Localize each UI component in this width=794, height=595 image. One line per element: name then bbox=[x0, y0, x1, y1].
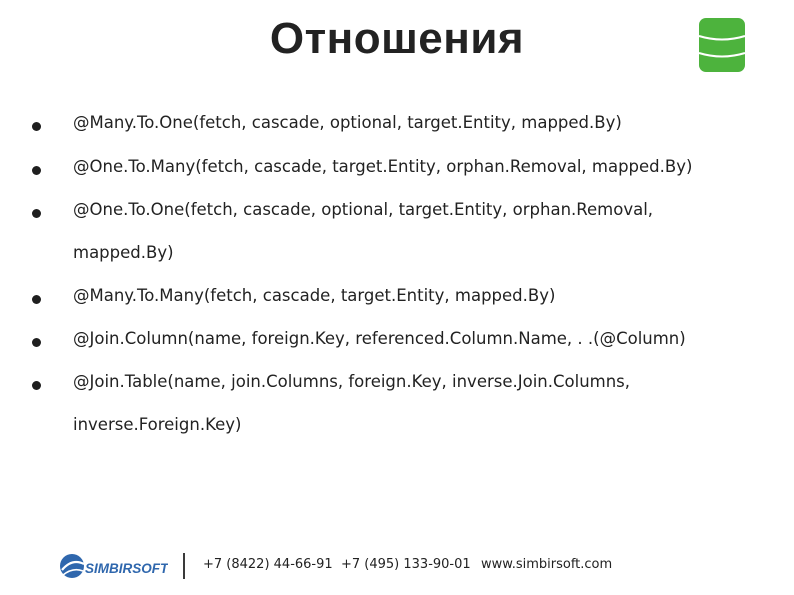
bullet-text: @Many.To.Many(fetch, cascade, target.Entity, mapped.By) bbox=[73, 286, 556, 305]
bullet-dot bbox=[32, 338, 41, 347]
page-title: Отношения bbox=[269, 14, 525, 63]
bullet-text: @Join.Table(name, join.Columns, foreign.Key, inverse.Join.Columns, bbox=[73, 372, 631, 391]
bullet-dot bbox=[32, 122, 41, 131]
bullet-text: @One.To.Many(fetch, cascade, target.Entity, orphan.Removal, mapped.By) bbox=[73, 157, 693, 176]
bullet-text: @Many.To.One(fetch, cascade, optional, target.Entity, mapped.By) bbox=[73, 113, 622, 132]
svg-text:SIMBIRSOFT: SIMBIRSOFT bbox=[85, 561, 168, 576]
bullet-text: @Join.Column(name, foreign.Key, referenced.Column.Name, . .(@Column) bbox=[73, 329, 686, 348]
bullet-text: @One.To.One(fetch, cascade, optional, target.Entity, orphan.Removal, bbox=[73, 200, 654, 219]
bullet-text-continued: mapped.By) bbox=[73, 243, 174, 262]
footer bbox=[0, 540, 794, 590]
bullet-text-continued: inverse.Foreign.Key) bbox=[73, 415, 242, 434]
bullet-dot bbox=[32, 295, 41, 304]
bullet-dot bbox=[32, 166, 41, 175]
phone-number: +7 (8422) 44-66-91 bbox=[203, 557, 333, 572]
simbirsoft-logo bbox=[58, 548, 168, 586]
bullet-dot bbox=[32, 381, 41, 390]
phone-number: +7 (495) 133-90-01 bbox=[341, 557, 471, 572]
bullet-dot bbox=[32, 209, 41, 218]
footer-separator bbox=[183, 553, 185, 579]
website-link[interactable]: www.simbirsoft.com bbox=[481, 557, 613, 572]
